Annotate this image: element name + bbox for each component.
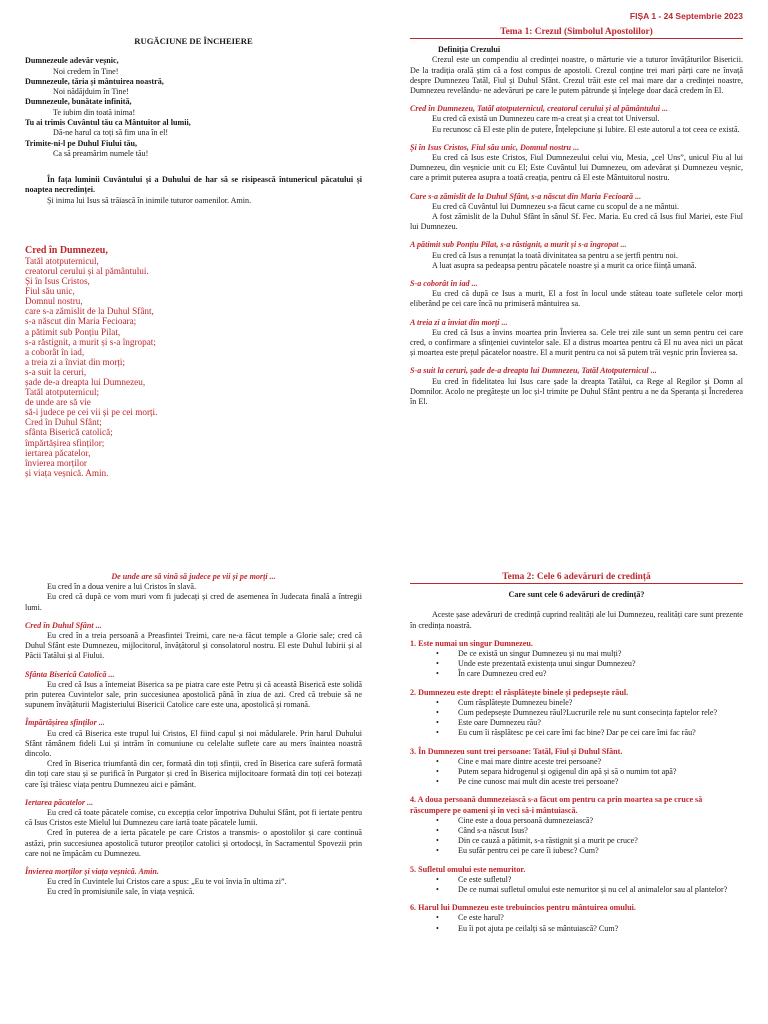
prayer-lines — [25, 56, 362, 159]
prayer-line: Noi credem în Tine! — [53, 66, 119, 76]
truth-question: • Cine este a doua persoană dumnezeiască? — [458, 816, 743, 826]
creed-article-paragraph: Eu cred în a doua venire a lui Cristos în slavă. — [47, 582, 197, 592]
prayer-title: RUGĂCIUNE DE ÎNCHEIERE — [134, 36, 253, 46]
truth-questions — [410, 698, 743, 739]
creed-article-heading: Care s-a zămislit de la Duhul Sfânt, s-a născut din Maria Fecioară ... — [410, 191, 642, 201]
creed-line: și viața veșnică. Amin. — [25, 467, 109, 478]
creed-line: a pătimit sub Ponțiu Pilat, — [25, 326, 121, 337]
prayer-line: Te iubim din toată inima! — [53, 107, 136, 117]
creed-article-heading: S-a suit la ceruri, șade de-a dreapta lui Dumnezeu, Tatăl Atotputernicul ... — [410, 366, 657, 376]
truth-question: • Cum răsplătește Dumnezeu binele? — [458, 698, 743, 708]
creed-article-heading: Învierea morților și viața veșnică. Amin. — [25, 867, 159, 877]
spacer — [410, 739, 743, 747]
truth-question: • Ce este sufletul? — [458, 875, 743, 885]
creed-line: a treia zi a înviat din morți; — [25, 356, 126, 367]
creed-article-paragraph: Eu cred în a treia persoană a Preasfintei Treimi, care ne-a făcut temple a Glorie sale; cred că Duhul Sfânt este Dumnezeu, mijlocitorul, învățătorul și consolatorul nostru. El este Duhul Iubirii și al Păcii Tatălui și al Fiului. — [25, 631, 362, 661]
prayer-line: Dumnezeule, bunătate infinită, — [25, 97, 132, 107]
creed-line: Și în Isus Cristos, — [25, 276, 90, 287]
truth-title: 3. În Dumnezeu sunt trei persoane: Tatăl, Fiul și Duhul Sfânt. — [410, 746, 623, 756]
creed-line: Fiul său unic, — [25, 286, 75, 297]
creed-article-heading: De unde are să vină să judece pe vii și pe morți ... — [111, 572, 276, 581]
creed-article-paragraph: Eu cred că Isus a întemeiat Biserica sa pe piatra care este Petru și că această Biserică este solidă prin puterea Cuvintelor sale, prin succesiunea apostolică până în ziua de azi. Cred că trebuie să ne supunem învățăturii Magisteriului Bisericii Catolice care este una, apostolică și romană. — [25, 679, 362, 710]
spacer — [410, 895, 743, 903]
tema1-items — [410, 96, 743, 407]
creed-article-heading: A pătimit sub Ponțiu Pilat, s-a răstignit, a murit și s-a îngropat ... — [410, 240, 627, 250]
spacer — [410, 184, 743, 192]
tema1-section — [410, 27, 743, 407]
tema2-question: Care sunt cele 6 adevăruri de credință? — [508, 590, 645, 600]
creed-explanation-section — [25, 572, 362, 898]
creed-article-heading: Sfânta Biserică Catolică ... — [25, 669, 115, 679]
creed-line: a coborât în iad, — [25, 346, 85, 357]
truths-list — [410, 631, 743, 934]
spacer — [410, 358, 743, 366]
prayer-closing: Și inima lui Isus să trăiască în inimile tuturor oamenilor. Amin. — [47, 195, 252, 205]
closing-prayer-section — [25, 36, 362, 478]
creed-article-paragraph: Eu cred că după ce vom muri vom fi judecați și cred de asemenea în Judecata finală a întregii lumi. — [25, 592, 362, 612]
truth-question: • Eu îi pot ajuta pe ceilalți să se mântuiască? Cum? — [458, 924, 743, 934]
prayer-line: Trimite-ni-l pe Duhul Fiului tău, — [25, 138, 138, 148]
truth-title: 1. Este numai un singur Dumnezeu. — [410, 638, 533, 648]
creed-line: Tatăl atotputernicul, — [25, 255, 99, 266]
creed-article-heading: Cred în Duhul Sfânt ... — [25, 620, 102, 630]
creed-line: învierea morților — [25, 457, 87, 468]
creed-line: iertarea păcatelor, — [25, 447, 91, 458]
creed-line: s-a născut din Maria Fecioara; — [25, 316, 137, 327]
spacer — [25, 662, 362, 670]
spacer — [25, 790, 362, 798]
creed-article-paragraph: Eu cred în promisiunile sale, în viața veșnică. — [47, 887, 195, 897]
creed-article-heading: S-a coborât în iad ... — [410, 279, 478, 289]
prayer-closing-bold: În fața luminii Cuvântului și a Duhului de har să se risipească întunericul păcatului și noaptea necredinței. — [25, 175, 362, 195]
truth-title: 6. Harul lui Dumnezeu este trebuincios pentru mântuirea omului. — [410, 903, 636, 913]
truth-question: • Din ce cauză a pătimit, s-a răstignit și a murit pe cruce? — [458, 836, 743, 846]
creed-line: care s-a zămislit de la Duhul Sfânt, — [25, 306, 154, 317]
creed-article-paragraph: Eu cred în Cuvintele lui Cristos care a spus: „Eu te voi învia în ultima zi”. — [47, 877, 287, 887]
creed-definition-text: Crezul este un compendiu al credinței noastre, o mărturie vie a tuturor învățăturilor Bisericii. De la tradiția orală știm că a fost compus de apostoli. Crezul conține trei mari părți care ne învață despre Dumnezeu Tatăl, Fiul și Duhul Sfânt. Crezul trăit este cel mai mare dar a credinței noastre, Dumnezeu revelându- ne adevăruri pe care le putem pătrunde și înțelege doar dacă credem în El. — [410, 55, 743, 96]
creed-article-heading: A treia zi a înviat din morți ... — [410, 317, 508, 327]
creed-line: Domnul nostru, — [25, 296, 83, 307]
truth-question: • Pe cine cunosc mai mult din aceste trei persoane? — [458, 777, 743, 787]
truth-question: • Când s-a născut Isus? — [458, 826, 743, 836]
truth-question: • Ce este harul? — [458, 913, 743, 923]
spacer — [410, 857, 743, 865]
tema2-title: Tema 2: Cele 6 adevăruri de credință — [410, 572, 743, 584]
creed-article-paragraph: Cred în puterea de a ierta păcatele pe care Cristos a transmis- o apostolilor și care continuă astăzi, prin succesiunea apostolică tuturor preoților catolici și ortodocși, în Sacramentul Spovezii prin care noi ne împăcăm cu Dumnezeu. — [25, 828, 362, 858]
truth-title: 5. Sufletul omului este nemuritor. — [410, 864, 526, 874]
spacer — [410, 96, 743, 104]
prayer-line: Noi nădăjduim în Tine! — [53, 87, 129, 97]
tema2-section — [410, 572, 743, 934]
creed-article-paragraph: Eu recunosc că El este plin de putere, Înțelepciune și Iubire. El este autorul a tot ceea ce există. — [432, 124, 740, 134]
creed-definition-title: Definiția Crezului — [438, 45, 501, 55]
tema1-title: Tema 1: Crezul (Simbolul Apostolilor) — [410, 27, 743, 39]
spacer — [410, 787, 743, 795]
creed-article-heading: Iertarea păcatelor ... — [25, 797, 94, 807]
truth-question: • Cine e mai mare dintre aceste trei persoane? — [458, 757, 743, 767]
creed-article-paragraph: Eu cred că Isus a învins moartea prin Învierea sa. Cele trei zile sunt un semn pentru cei care cred, o confirmare a sfințeniei cuvintelor sale. El a distrus moartea pentru că El nu avea nici un păcat și moartea este prețul păcatelor noastre. El a murit pentru ca noi să putem trăi veșnic prin Învierea sa. — [410, 327, 743, 358]
creed-line: s-a răstignit, a murit și s-a îngropat; — [25, 336, 156, 347]
creed-article-heading: Împărtășirea sfinților ... — [25, 718, 105, 728]
creed-article-heading: Cred în Dumnezeu, Tatăl atotputernicul, creatorul cerului și al pământului ... — [410, 104, 669, 114]
truth-question: • Putem separa hidrogenul și ogigenul din apă și să o numim tot apă? — [458, 767, 743, 777]
creed-line: s-a suit la ceruri, — [25, 366, 87, 377]
creed-line: Tatăl atotputernicul; — [25, 387, 100, 398]
creed-line: împărtășirea sfinților; — [25, 437, 105, 448]
prayer-line: Tu ai trimis Cuvântul tău ca Mântuitor al lumii, — [25, 117, 191, 127]
creed-article-paragraph: Eu cred că există un Dumnezeu care m-a creat și a creat tot Universul. — [432, 114, 660, 124]
truth-question: • În care Dumnezeu cred eu? — [458, 669, 743, 679]
spacer — [410, 631, 743, 639]
creed-line: Cred în Duhul Sfânt; — [25, 417, 102, 428]
truth-question: • De ce numai sufletul omului este nemuritor și nu cel al animalelor sau al plantelor? — [458, 885, 743, 895]
truth-questions — [410, 649, 743, 680]
creed-text — [25, 246, 362, 478]
spacer — [410, 232, 743, 240]
truth-question: • Eu sufăr pentru cei pe care îi iubesc? Cum? — [458, 846, 743, 856]
creed-article-paragraph: Eu cred că Isus a renunțat la toată divinitatea sa pentru a se jertfi pentru noi. — [432, 250, 678, 260]
tema2-intro: Aceste șase adevăruri de credință cuprind realități ale lui Dumnezeu, realități care sunt prezente în credința noastră. — [410, 610, 743, 630]
creed-article-paragraph: Eu cred în fidelitatea lui Isus care șade la dreapta Tatălui, ca Rege al Regilor și Domn al Domnilor. Acolo ne pregătește un loc și-l trimite pe Duhul Sfânt pentru a ne da Speranța și Încrederea în El. — [410, 376, 743, 407]
sheet-header: FIȘA 1 - 24 Septembrie 2023 — [629, 11, 743, 21]
truth-question: • Este oare Dumnezeu rău? — [458, 718, 743, 728]
truth-question: • Eu cum îi răsplătesc pe cei care îmi fac bine? Dar pe cei care îmi fac rău? — [458, 728, 743, 738]
creed-article-paragraph: Eu cred că Isus este Cristos, Fiul Dumnezeului celui viu, Mesia, „cel Uns”, unicul Fiu al lui Dumnezeu, din veșnicie unit cu El; Este Cuvântul lui Dumnezeu, om adevărat și Dumnezeu veșnic, care a primit puterea asupra a toată creația, pentru că El este Mântuitorul nostru. — [410, 153, 743, 183]
truth-question: • De ce există un singur Dumnezeu și nu mai mulți? — [458, 649, 743, 659]
creed-line: sfânta Biserică catolică; — [25, 427, 113, 438]
creed-article-heading: Și în Isus Cristos, Fiul său unic, Domnul nostru ... — [410, 142, 580, 152]
creed-article-paragraph: A luat asupra sa pedeapsa pentru păcatele noastre și a murit ca orice ființă umană. — [432, 260, 697, 270]
prayer-line: Ca să preamărim numele tău! — [53, 148, 149, 158]
truth-questions — [410, 875, 743, 895]
creed-line: creatorul cerului și al pământului. — [25, 265, 149, 276]
creed-article-paragraph: Eu cred că după ce Isus a murit, El a fost în locul unde stăteau toate sufletele celor morți eliberând pe cei care încă nu primiseră mântuirea sa. — [410, 289, 743, 309]
spacer — [410, 310, 743, 318]
spacer — [25, 613, 362, 621]
creed-line: Cred în Dumnezeu, — [25, 244, 108, 256]
creed-article-paragraph: Eu cred că Cuvântul lui Dumnezeu s-a făcut carne cu scopul de a ne mântui. — [432, 201, 679, 211]
spacer — [410, 680, 743, 688]
truth-questions — [410, 757, 743, 788]
prayer-line: Dă-ne harul ca toți să fim una în el! — [53, 128, 169, 138]
truth-questions — [410, 816, 743, 857]
creed-article-paragraph: A fost zămislit de la Duhul Sfânt în sânul Sf. Fec. Maria. Eu cred că Isus fiul Mariei, este Fiul lui Dumnezeu. — [410, 212, 743, 232]
prayer-line: Dumnezeule, tăria și mântuirea noastră, — [25, 76, 164, 86]
creed-line: să-i judece pe cei vii și pe cei morți. — [25, 407, 158, 418]
truth-question: • Cum pedepsește Dumnezeu răul?Lucrurile rele nu sunt consecința faptelor rele? — [458, 708, 743, 718]
spacer — [410, 135, 743, 143]
creed-article-paragraph: Cred în Biserica triumfantă din cer, formată din toți sfinții, cred în Biserica care suferă formată din toți care stau și se purifică în Purgator și cred în Biserica mijlocitoare formată din toți cei botezați care își trăiesc viața pentru Dumnezeu aici e pământ. — [25, 759, 362, 789]
creed-line: șade de-a dreapta lui Dumnezeu, — [25, 377, 146, 387]
creed-explanation-items — [25, 572, 362, 898]
spacer — [25, 859, 362, 867]
spacer — [410, 271, 743, 279]
prayer-line: Dumnezeule adevăr veșnic, — [25, 56, 119, 66]
creed-article-paragraph: Eu cred că Biserica este trupul lui Cristos, El fiind capul și noi mădularele. Prin harul Duhului Sfânt rămânem fideli Lui și intrăm în comuniune cu celelalte suflete care au mers înaintea noastră dincolo. — [25, 728, 362, 759]
creed-article-paragraph: Eu cred că toate păcatele comise, cu excepția celor împotriva Duhului Sfânt, pot fi iertate pentru că Isus Cristos este Mielul lui Dumnezeu care iartă toate păcatele lumii. — [25, 808, 362, 828]
truth-question: • Unde este prezentată existența unui singur Dumnezeu? — [458, 659, 743, 669]
creed-line: de unde are să vie — [25, 397, 91, 408]
truth-title: 2. Dumnezeu este drept: el răsplătește binele și pedepsește răul. — [410, 687, 629, 697]
truth-title: 4. A doua persoană dumnezeiască s-a făcut om pentru ca prin moartea sa pe cruce să răscumpere pe oameni și în veci să-i mântuiască. — [410, 795, 703, 815]
truth-questions — [410, 913, 743, 933]
